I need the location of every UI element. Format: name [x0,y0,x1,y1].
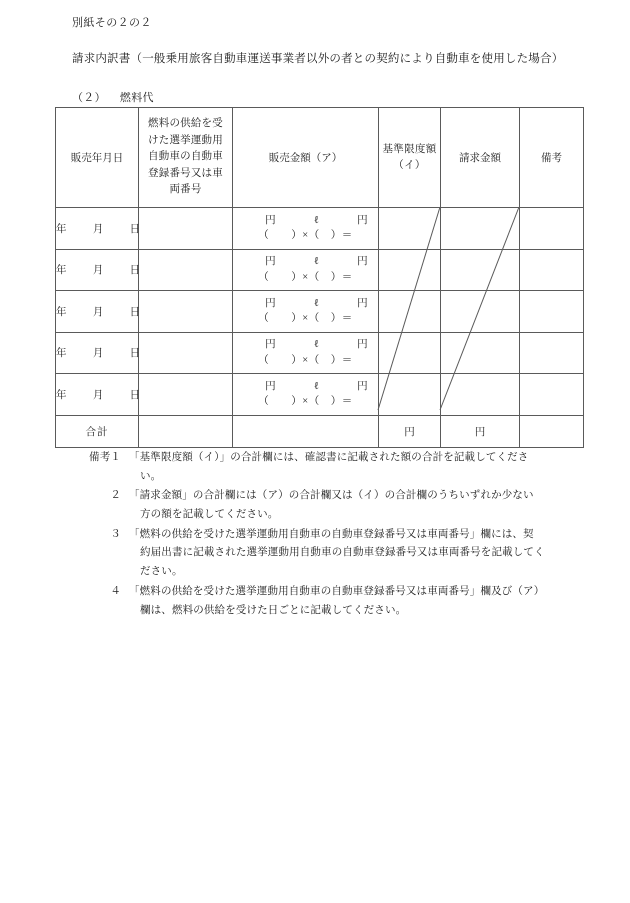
note-item-4 [55,583,595,620]
cell-standard-limit [379,374,441,416]
table-row[interactable] [56,291,584,333]
note-3-line-3: ださい。 [140,566,183,578]
cell-remarks[interactable] [520,374,584,416]
cell-claim-amount [441,208,520,250]
cell-sale-date[interactable] [56,332,139,374]
unit-litre: ℓ [313,380,320,392]
cell-claim-amount [441,249,520,291]
table-row[interactable] [56,332,584,374]
header-claim-amount: 請求金額 [441,108,520,208]
section-number: （２） [72,92,106,104]
cell-sale-date[interactable] [56,291,139,333]
header-line-3: 自動車の自動車 [148,151,223,163]
date-month-label: 月 [92,223,104,235]
amount-formula-line: （ ）×（ ）＝ [258,396,353,408]
cell-vehicle-registration-number[interactable] [139,208,233,250]
cell-claim-amount [441,332,520,374]
cell-claim-amount [441,291,520,333]
cell-remarks[interactable] [520,332,584,374]
unit-yen-total: 円 [357,339,368,350]
note-marker-3: ３ [110,528,121,540]
amount-formula-line: （ ）×（ ）＝ [258,230,353,242]
date-day-label: 日 [129,348,141,360]
note-2-line-2: 方の額を記載してください。 [140,509,279,521]
table-total-row [56,415,584,447]
page-title: 請求内訳書（一般乗用旅客自動車運送事業者以外の者との契約により自動車を使用した場合） [72,53,564,65]
header-line-4: 登録番号又は車 [148,167,223,179]
unit-litre: ℓ [313,214,320,226]
header-standard-limit [379,108,441,208]
header-sale-amount: 販売金額（ア） [233,108,379,208]
date-year-label: 年 [56,265,67,277]
unit-yen-total: 円 [357,297,368,309]
note-3-line-1: 「燃料の供給を受けた選挙運動用自動車の自動車登録番号又は車両番号」欄には、契 [129,528,534,540]
table-row[interactable] [56,208,584,250]
note-item-2 [55,487,595,524]
date-month-label: 月 [92,348,104,360]
amount-units-line [233,254,378,270]
note-body-2 [129,487,595,524]
note-4-line-1: 「燃料の供給を受けた選挙運動用自動車の自動車登録番号又は車両番号」欄及び（ア） [129,585,545,597]
unit-litre: ℓ [313,297,320,309]
notes-section [55,449,595,621]
total-cell-sale-amount[interactable] [233,415,379,447]
date-year-label: 年 [56,348,67,360]
document-reference: 別紙その２の２ [72,17,152,29]
cell-vehicle-registration-number[interactable] [139,249,233,291]
total-cell-remarks [520,415,584,447]
unit-yen-total: 円 [357,214,368,226]
cell-remarks[interactable] [520,249,584,291]
cell-standard-limit [379,249,441,291]
note-2-line-1: 「請求金額」の合計欄には（ア）の合計欄又は（イ）の合計欄のうちいずれか少ない [129,490,534,502]
header-line-5: 両番号 [169,184,202,196]
date-day-label: 日 [129,389,141,401]
table-header-row [56,108,584,208]
cell-remarks[interactable] [520,291,584,333]
date-year-label: 年 [56,223,67,235]
header-sale-date: 販売年月日 [56,108,139,208]
date-month-label: 月 [92,306,104,318]
date-day-label: 日 [129,265,141,277]
cell-sale-amount[interactable] [233,374,379,416]
header-vehicle-registration-number [139,108,233,208]
cell-claim-amount [441,374,520,416]
note-marker-2: ２ [110,490,121,502]
header-standard-limit-line-2: （イ） [393,159,426,171]
cell-standard-limit [379,332,441,374]
amount-formula-line: （ ）×（ ）＝ [258,354,353,366]
amount-units-line [233,213,378,229]
note-item-1 [55,449,595,486]
amount-units-line [233,337,378,353]
unit-yen-price: 円 [265,256,276,267]
cell-sale-date[interactable] [56,208,139,250]
total-standard-limit-yen[interactable]: 円 [379,415,441,447]
date-year-label: 年 [56,389,67,401]
note-marker-1: 備考１ [89,452,121,463]
header-line-1: 燃料の供給を受 [148,118,223,130]
note-1-line-2: い。 [140,470,162,482]
note-4-line-2: 欄は、燃料の供給を受けた日ごとに記載してください。 [140,604,407,616]
amount-formula-line: （ ）×（ ）＝ [258,271,353,283]
unit-yen-total: 円 [357,380,368,392]
note-1-line-1: 「基準限度額（イ）」の合計欄には、確認書に記載された額の合計を記載してくださ [129,452,529,463]
table-row[interactable] [56,249,584,291]
unit-yen-total: 円 [357,256,368,267]
note-marker-4: ４ [110,585,121,597]
amount-units-line [233,379,378,395]
unit-litre: ℓ [313,256,320,267]
unit-yen-price: 円 [265,339,276,350]
amount-units-line [233,296,378,312]
amount-formula-line: （ ）×（ ）＝ [258,313,353,325]
cell-standard-limit [379,208,441,250]
date-day-label: 日 [129,306,141,318]
note-body-1 [129,449,595,486]
cell-sale-amount[interactable] [233,249,379,291]
date-month-label: 月 [92,265,104,277]
date-year-label: 年 [56,306,67,318]
section-title: 燃料代 [119,92,154,104]
cell-sale-amount[interactable] [233,332,379,374]
unit-yen-price: 円 [265,214,276,226]
total-label: 合計 [56,415,139,447]
section-heading [72,89,154,105]
header-remarks: 備考 [520,108,584,208]
date-month-label: 月 [92,389,104,401]
unit-yen-price: 円 [265,380,276,392]
note-body-4 [129,583,595,620]
header-standard-limit-line-1: 基準限度額 [382,143,437,155]
total-claim-amount-yen[interactable]: 円 [441,415,520,447]
table-row[interactable] [56,374,584,416]
unit-yen-price: 円 [265,297,276,309]
cell-sale-amount[interactable] [233,291,379,333]
unit-litre: ℓ [313,339,320,350]
note-body-3 [129,526,595,582]
cell-sale-date[interactable] [56,374,139,416]
note-item-3 [55,526,595,582]
date-day-label: 日 [129,223,141,235]
cell-vehicle-registration-number[interactable] [139,332,233,374]
note-3-line-2: 約届出書に記載された選挙運動用自動車の自動車登録番号又は車両番号を記載してく [140,547,545,559]
cell-sale-date[interactable] [56,249,139,291]
cell-remarks[interactable] [520,208,584,250]
cell-standard-limit [379,291,441,333]
header-line-2: けた選挙運動用 [148,134,223,146]
cell-vehicle-registration-number[interactable] [139,374,233,416]
total-cell-vehicle-registration-number [139,415,233,447]
cell-vehicle-registration-number[interactable] [139,291,233,333]
cell-sale-amount[interactable] [233,208,379,250]
fuel-cost-table [55,107,584,448]
